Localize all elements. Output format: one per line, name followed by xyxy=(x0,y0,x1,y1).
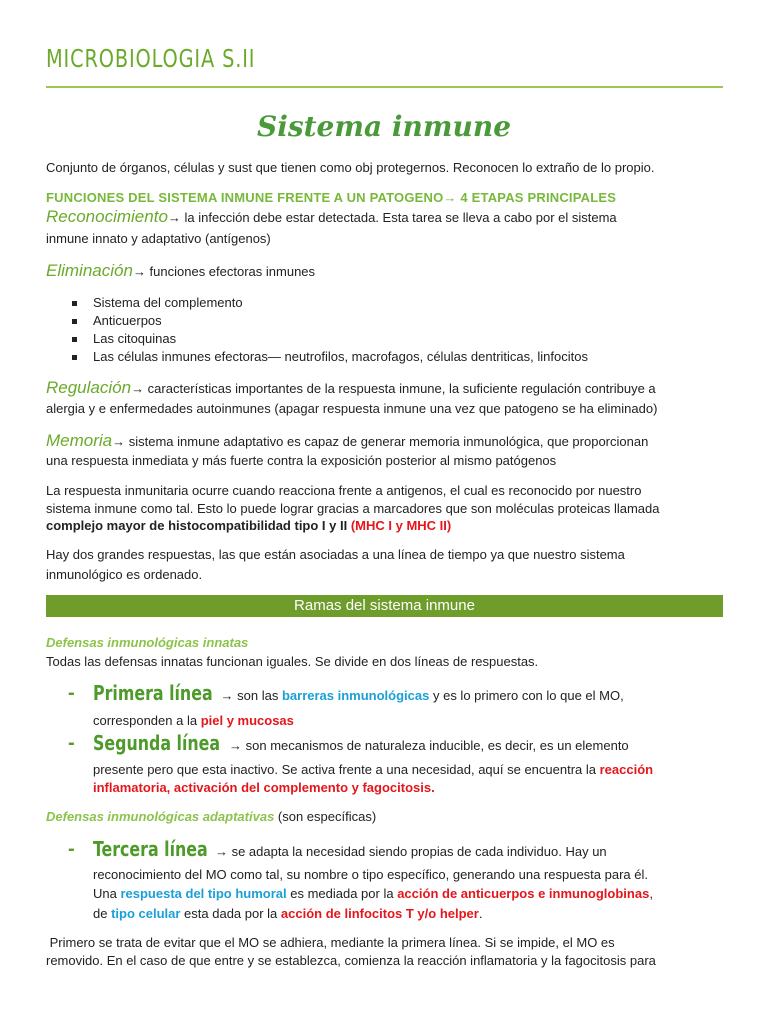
third-line-cont-2 xyxy=(93,885,723,903)
mhc-line-2: sistema inmune como tal. Esto lo puede lograr gracias a marcadores que son moléculas proteicas llamada xyxy=(46,501,660,516)
third-line-cont-3 xyxy=(93,905,723,923)
text-run: esta dada por la xyxy=(180,906,281,921)
humoral-term: respuesta del tipo humoral xyxy=(120,886,287,901)
stage-text: → características importantes de la respuesta inmune, la suficiente regulación contribuye a xyxy=(131,381,656,396)
stage-memory-cont: una respuesta inmediata y más fuerte contra la exposición posterior al mismo patógenos xyxy=(46,453,557,468)
responses-line-1: Hay dos grandes respuestas, las que están asociadas a una línea de tiempo ya que nuestro sistema xyxy=(46,547,625,562)
dash-bullet: - xyxy=(68,838,75,860)
list-item: Las citoquinas xyxy=(72,330,588,348)
text-run: es mediada por la xyxy=(286,886,398,901)
stage-regulation-cont: alergia y e enfermedades autoinmunes (apagar respuesta inmune una vez que patogeno se ha eliminado) xyxy=(46,401,658,416)
text-run: presente pero que esta inactivo. Se activa frente a una necesidad, aquí se encuentra la xyxy=(93,762,600,777)
intro-paragraph: Conjunto de órganos, células y sust que tienen como obj protegernos. Reconocen lo extraño de lo propio. xyxy=(46,160,655,175)
barriers-term: barreras inmunológicas xyxy=(281,688,430,703)
text-run: → son las xyxy=(216,688,282,703)
responses-line-2: inmunológico es ordenado. xyxy=(46,567,203,582)
closing-line-2: removido. En el caso de que entre y se establezca, comienza la reacción inflamatoria y la fagocitosis para xyxy=(46,953,656,968)
stage-text: → sistema inmune adaptativo es capaz de generar memoria inmunológica, que proporcionan xyxy=(112,434,649,449)
third-line-title: Tercera línea xyxy=(93,837,208,861)
stage-recognition-cont: inmune innato y adaptativo (antígenos) xyxy=(46,231,271,246)
section-band: Ramas del sistema inmune xyxy=(46,595,723,617)
second-line-cont-2: inflamatoria, activación del complemento y fagocitosis. xyxy=(93,780,435,795)
text-run: Una xyxy=(93,886,121,901)
elimination-list xyxy=(72,294,588,366)
functions-heading: FUNCIONES DEL SISTEMA INMUNE FRENTE A UN PATOGENO→ 4 ETAPAS PRINCIPALES xyxy=(46,190,617,205)
text-run: → se adapta la necesidad siendo propias de cada individuo. Hay un xyxy=(211,844,607,859)
first-line-row xyxy=(93,681,723,705)
course-header: MICROBIOLOGIA S.II xyxy=(46,44,256,73)
lymphocytes-term: acción de linfocitos T y/o helper xyxy=(280,906,479,921)
stage-term: Reconocimiento xyxy=(46,207,168,226)
stage-term: Eliminación xyxy=(46,261,133,280)
text-run: corresponden a la xyxy=(93,713,201,728)
first-line-cont xyxy=(93,712,723,730)
innate-heading: Defensas inmunológicas innatas xyxy=(46,635,249,650)
dash-bullet: - xyxy=(68,732,75,754)
third-line-cont: reconocimiento del MO como tal, su nombre o tipo específico, generando una respuesta para él. xyxy=(93,867,648,882)
list-item: Anticuerpos xyxy=(72,312,588,330)
cellular-term: tipo celular xyxy=(111,906,181,921)
second-line-title: Segunda línea xyxy=(93,731,221,755)
second-line-cont xyxy=(93,761,723,779)
page-title: Sistema inmune xyxy=(256,110,512,143)
adaptive-heading-row xyxy=(46,808,726,826)
first-line-title: Primera línea xyxy=(93,681,213,705)
stage-text: → la infección debe estar detectada. Esta tarea se lleva a cabo por el sistema xyxy=(167,210,617,225)
stage-elimination xyxy=(46,262,726,281)
text-run: (son específicas) xyxy=(274,809,377,824)
mhc-line-1: La respuesta inmunitaria ocurre cuando reacciona frente a antigenos, el cual es reconocido por nuestro xyxy=(46,483,642,498)
text-run: → son mecanismos de naturaleza inducible, es decir, es un elemento xyxy=(225,738,629,753)
innate-text: Todas las defensas innatas funcionan iguales. Se divide en dos líneas de respuestas. xyxy=(46,654,539,669)
inflammation-term: reacción xyxy=(599,762,654,777)
list-item: Las células inmunes efectoras— neutrofilos, macrofagos, células dentriticas, linfocitos xyxy=(72,348,588,366)
text-run: de xyxy=(93,906,112,921)
mhc-abbrev: (MHC I y MHC II) xyxy=(347,518,452,533)
header-divider xyxy=(46,86,723,88)
stage-memory xyxy=(46,432,726,451)
text-run: y es lo primero con lo que el MO, xyxy=(429,688,624,703)
antibodies-term: acción de anticuerpos e inmunoglobinas xyxy=(397,886,650,901)
list-item: Sistema del complemento xyxy=(72,294,588,312)
text-run: . xyxy=(478,906,483,921)
dash-bullet: - xyxy=(68,682,75,704)
text-run: , xyxy=(649,886,653,901)
stage-recognition xyxy=(46,208,726,227)
mhc-line-3 xyxy=(46,517,726,535)
stage-text: → funciones efectoras inmunes xyxy=(132,264,316,279)
closing-line-1: Primero se trata de evitar que el MO se adhiera, mediante la primera línea. Si se impide, el MO es xyxy=(46,935,615,950)
skin-term: piel y mucosas xyxy=(200,713,294,728)
third-line-row xyxy=(93,837,723,861)
stage-term: Regulación xyxy=(46,378,132,397)
stage-term: Memoria xyxy=(46,431,113,450)
mhc-term: complejo mayor de histocompatibilidad tipo I y II xyxy=(46,518,348,533)
stage-regulation xyxy=(46,379,726,398)
second-line-row xyxy=(93,731,723,755)
adaptive-heading: Defensas inmunológicas adaptativas xyxy=(46,809,275,824)
